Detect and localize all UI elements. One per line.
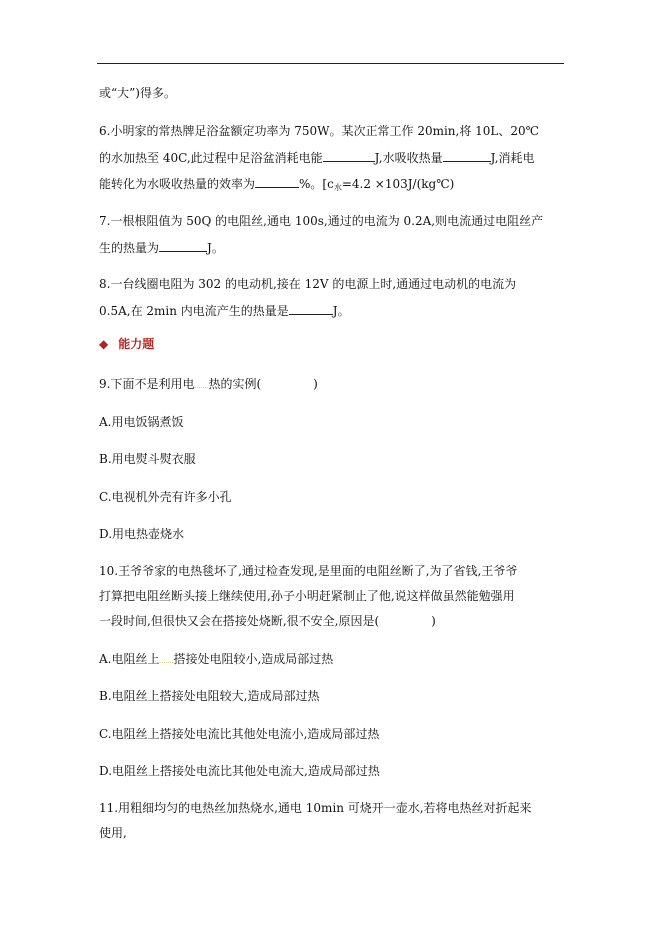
q9-stem-text-b: 热的实例( bbox=[208, 377, 262, 391]
q9-option-c[interactable]: C.电视机外壳有许多小孔 bbox=[99, 490, 232, 504]
q7-line-2-text-b: J。 bbox=[207, 241, 224, 255]
faint-mark bbox=[159, 653, 173, 663]
q6-line-3 bbox=[99, 176, 454, 195]
q6-line-3-text-b: %。[c bbox=[299, 177, 334, 191]
q9-option-d[interactable]: D.用电热壶烧水 bbox=[99, 527, 185, 541]
q6-line-2-text-c: J,消耗电 bbox=[490, 151, 535, 165]
q6-line-1: 6.小明家的常热牌足浴盆额定功率为 750W。某次正常工作 20min,将 10L、20℃ bbox=[99, 124, 540, 138]
q6-line-2-text-a: 的水加热至 40C,此过程中足浴盆消耗电能 bbox=[99, 151, 323, 165]
faint-mark bbox=[194, 378, 208, 388]
q10-line-3 bbox=[99, 614, 436, 628]
q8-line-2-text-a: 0.5A,在 2min 内电流产生的热量是 bbox=[99, 304, 289, 318]
q10-option-d[interactable]: D.电阻丝上搭接处电流比其他处电流大,造成局部过热 bbox=[99, 764, 380, 778]
q6-line-2 bbox=[99, 150, 535, 165]
q7-line-2 bbox=[99, 240, 224, 255]
q10-option-a[interactable] bbox=[99, 652, 333, 666]
q10-line-1: 10.王爷爷家的电热毯坏了,通过检查发现,是里面的电阻丝断了,为了省钱,王爷爷 bbox=[99, 564, 518, 578]
q6-line-3-text-c: =4.2 ×103J/(kg℃) bbox=[341, 177, 455, 191]
q10-option-c[interactable]: C.电阻丝上搭接处电流比其他处电流小,造成局部过热 bbox=[99, 727, 380, 741]
q10-line-3-text-a: 一段时间,但很快又会在搭接处烧断,很不安全,原因是( bbox=[99, 614, 380, 628]
q8-blank-heat[interactable] bbox=[289, 303, 333, 315]
q6-blank-energy[interactable] bbox=[323, 150, 375, 162]
q6-line-3-text-a: 能转化为水吸收热量的效率为 bbox=[99, 177, 256, 191]
q9-stem-text-c: ) bbox=[313, 377, 318, 391]
q7-line-2-text-a: 生的热量为 bbox=[99, 241, 160, 255]
q11-line-1: 11.用粗细均匀的电热丝加热烧水,通电 10min 可烧开一壶水,若将电热丝对折起来 bbox=[99, 801, 532, 815]
q6-blank-efficiency[interactable] bbox=[255, 176, 299, 188]
q9-stem bbox=[99, 377, 318, 391]
q6-blank-heat[interactable] bbox=[443, 150, 491, 162]
q8-line-2 bbox=[99, 303, 350, 318]
q9-option-a[interactable]: A.用电饭锅煮饭 bbox=[99, 415, 184, 429]
q6-line-2-text-b: J,水吸收热量 bbox=[374, 151, 443, 165]
diamond-bullet-icon: ◆ bbox=[99, 337, 109, 351]
q11-line-2: 使用, bbox=[99, 826, 127, 840]
ability-section-title: 能力题 bbox=[118, 337, 155, 351]
q7-blank-heat[interactable] bbox=[159, 240, 207, 252]
q10-option-a-text-a: A.电阻丝上 bbox=[99, 652, 160, 666]
q8-line-1: 8.一台线圈电阻为 302 的电动机,接在 12V 的电源上时,通通过电动机的电流为 bbox=[99, 277, 517, 291]
q10-option-a-text-b: 搭接处电阻较小,造成局部过热 bbox=[173, 652, 334, 666]
q9-stem-text-a: 9.下面不是利用电 bbox=[99, 377, 195, 391]
q6-subscript-water: 水 bbox=[333, 183, 342, 192]
header-rule bbox=[97, 63, 564, 64]
ability-section-heading bbox=[99, 337, 154, 351]
q9-option-b[interactable]: B.用电熨斗熨衣服 bbox=[99, 452, 196, 466]
q10-line-3-text-b: ) bbox=[431, 614, 436, 628]
q10-line-2: 打算把电阻丝断头接上继续使用,孙子小明赶紧制止了他,说这样做虽然能勉强用 bbox=[99, 589, 515, 603]
q8-line-2-text-b: J。 bbox=[332, 304, 350, 318]
previous-question-continuation: 或“大”)得多。 bbox=[99, 86, 176, 100]
q10-option-b[interactable]: B.电阻丝上搭接处电阻较大,造成局部过热 bbox=[99, 689, 320, 703]
q7-line-1: 7.一根根阻值为 50Q 的电阻丝,通电 100s,通过的电流为 0.2A,则电流通过电阻丝产 bbox=[99, 214, 544, 228]
